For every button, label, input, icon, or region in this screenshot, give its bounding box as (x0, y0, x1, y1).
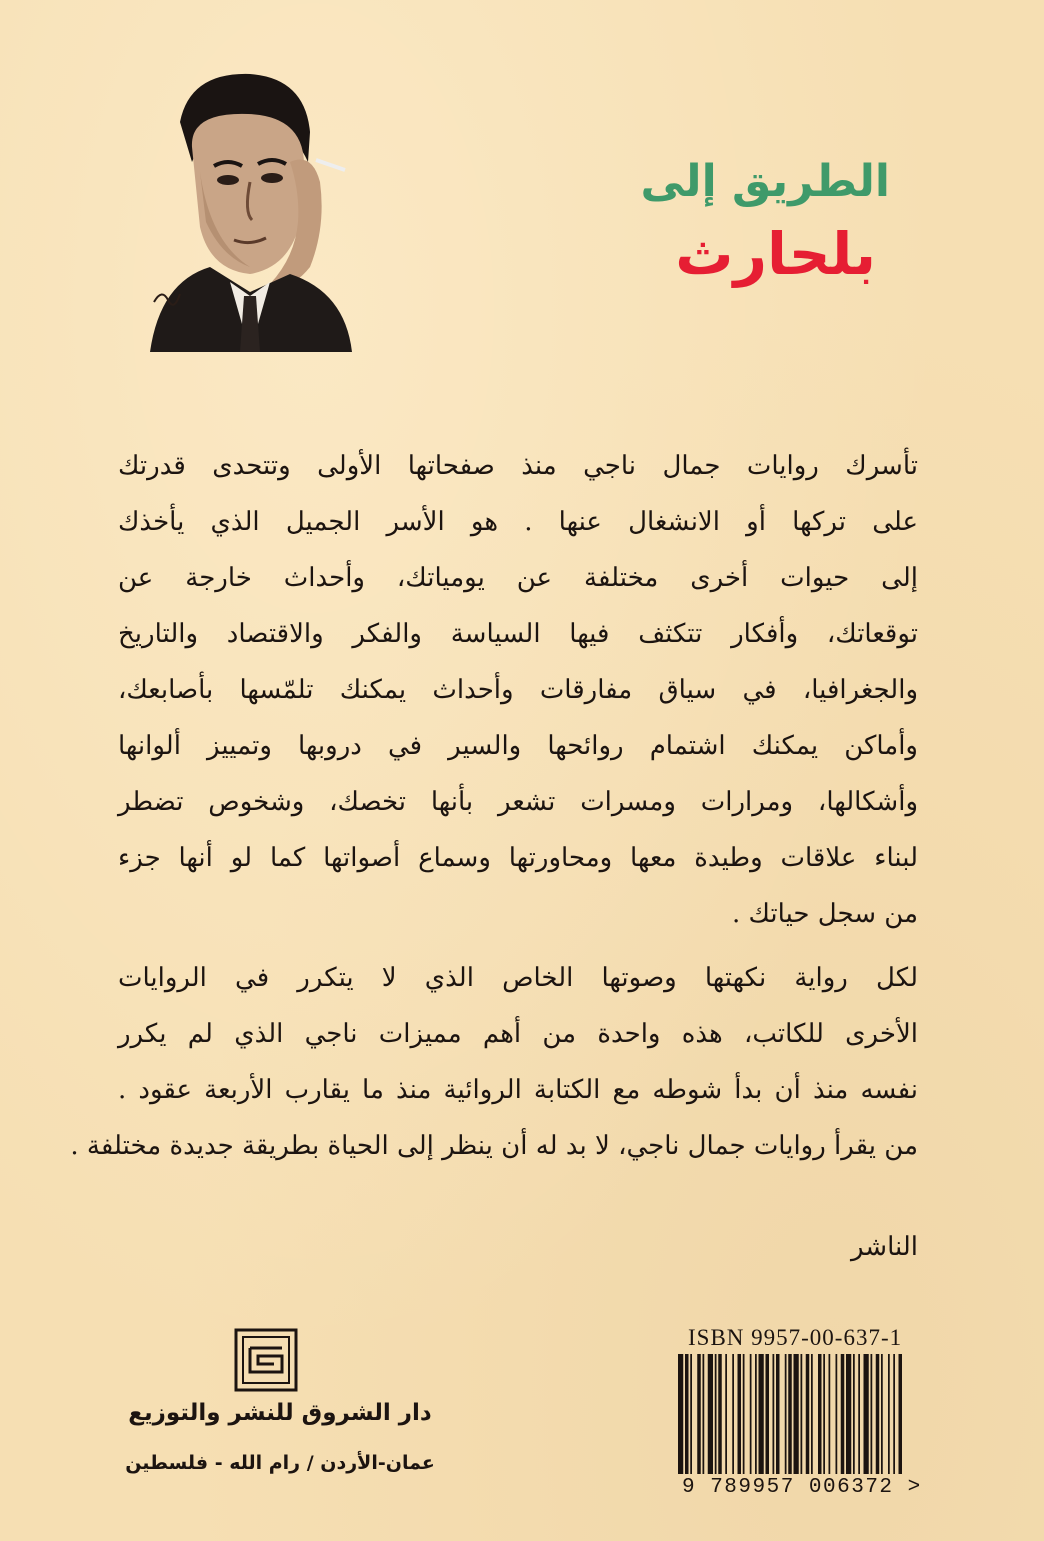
blurb-line: على تركها أو الانشغال عنها . هو الأسر الجميل الذي يأخذك (118, 507, 918, 537)
author-portrait (140, 52, 360, 362)
blurb-line: لبناء علاقات وطيدة معها ومحاورتها وسماع أصواتها كما لو أنها جزء (118, 843, 918, 873)
blurb-line: لكل رواية نكهتها وصوتها الخاص الذي لا يتكرر في الروايات (118, 963, 918, 993)
barcode-image (678, 1354, 966, 1474)
publisher-signature: الناشر (850, 1232, 918, 1262)
publisher-logo-icon (234, 1328, 298, 1392)
blurb-line: وأماكن يمكنك اشتمام روائحها والسير في دروبها وتمييز ألوانها (118, 731, 918, 761)
publisher-location: عمان-الأردن / رام الله - فلسطين (125, 1452, 435, 1474)
back-cover-blurb (70, 438, 919, 1174)
isbn-label: ISBN 9957-00-637-1 (688, 1325, 903, 1350)
blurb-line: تأسرك روايات جمال ناجي منذ صفحاتها الأولى وتتحدى قدرتك (118, 451, 918, 481)
blurb-line: من سجل حياتك . (731, 899, 918, 929)
barcode-digits: 9 789957 006372 > (682, 1476, 922, 1499)
publisher-name: دار الشروق للنشر والتوزيع (128, 1400, 432, 1426)
blurb-line: الأخرى للكاتب، هذه واحدة من أهم مميزات ناجي الذي لم يكرر (118, 1019, 919, 1049)
blurb-line: من يقرأ روايات جمال ناجي، لا بد له أن ينظر إلى الحياة بطريقة جديدة مختلفة . (70, 1131, 918, 1161)
book-title-line1: الطريق إلى (640, 156, 890, 207)
blurb-line: والجغرافيا، في سياق مفارقات وأحداث يمكنك تلمّسها بأصابعك، (118, 675, 918, 705)
blurb-line: نفسه منذ أن بدأ شوطه مع الكتابة الروائية منذ ما يقارب الأربعة عقود . (118, 1075, 918, 1105)
book-title-line2: بلحارث (675, 220, 876, 288)
blurb-line: وأشكالها، ومرارات ومسرات تشعر بأنها تخصك، وشخوص تضطر (118, 787, 918, 817)
blurb-line: إلى حيوات أخرى مختلفة عن يومياتك، وأحداث خارجة عن (118, 563, 918, 593)
blurb-line: توقعاتك، وأفكار تتكثف فيها السياسة والفكر والاقتصاد والتاريخ (118, 619, 918, 649)
